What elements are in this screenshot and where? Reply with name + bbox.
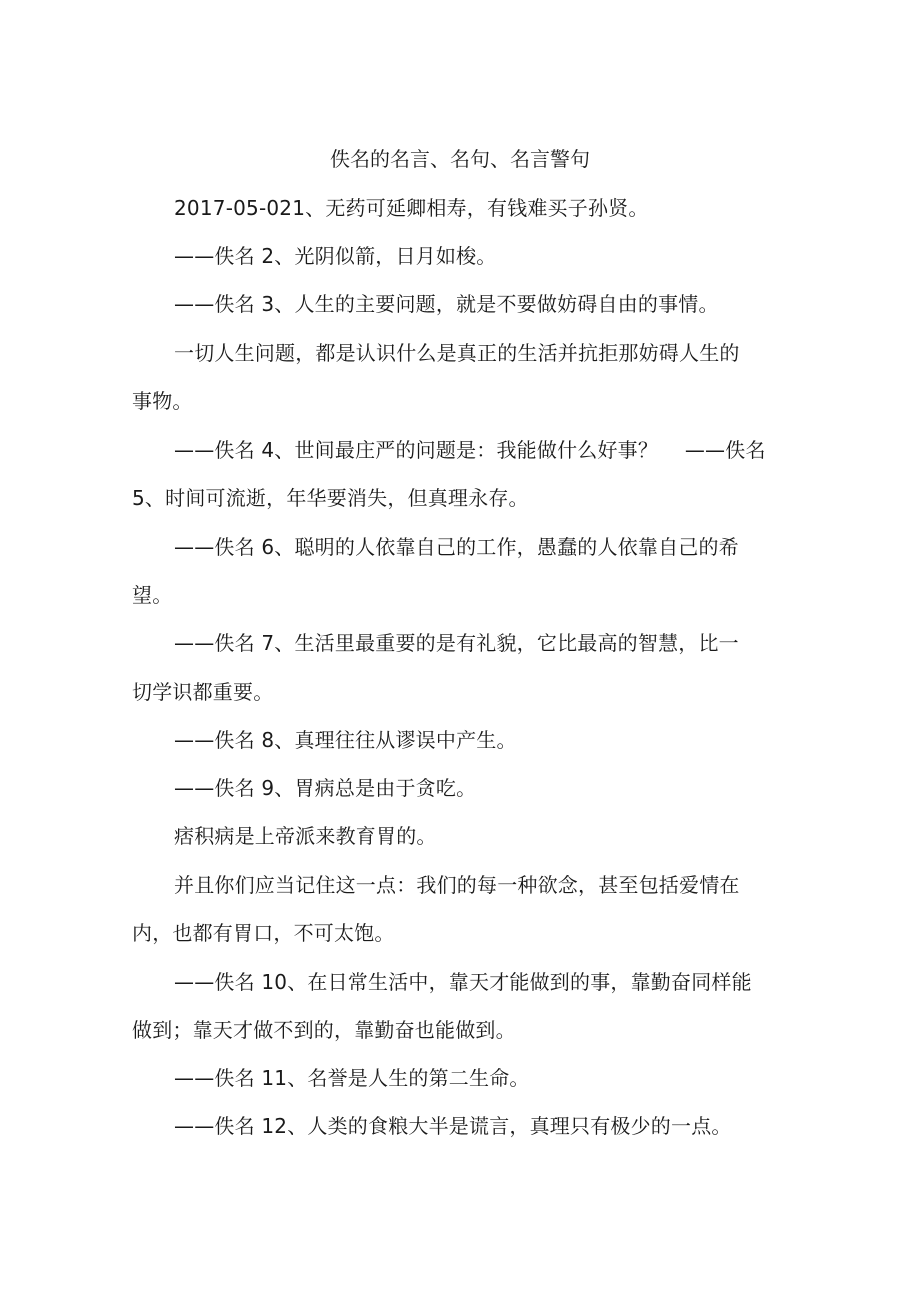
text-line: 望。 (132, 583, 173, 607)
text-line: 并且你们应当记住这一点：我们的每一种欲念，甚至包括爱情在 (174, 873, 740, 897)
text-line: ——佚名 9、胃病总是由于贪吃。 (174, 776, 477, 800)
text-line: ——佚名 11、名誉是人生的第二生命。 (174, 1066, 530, 1090)
text-line: ——佚名 4、世间最庄严的问题是：我能做什么好事？ ——佚名 (174, 438, 766, 462)
text-line: ——佚名 6、聪明的人依靠自己的工作，愚蠢的人依靠自己的希 (174, 535, 739, 559)
text-line: 切学识都重要。 (132, 680, 274, 704)
text-line: ——佚名 3、人生的主要问题，就是不要做妨碍自由的事情。 (174, 292, 719, 316)
text-line: 痞积病是上帝派来教育胃的。 (174, 824, 437, 848)
text-line: 一切人生问题，都是认识什么是真正的生活并抗拒那妨碍人生的 (174, 341, 740, 365)
text-line: ——佚名 8、真理往往从谬误中产生。 (174, 728, 517, 752)
text-line: ——佚名 2、光阴似箭，日月如梭。 (174, 244, 497, 268)
text-line: 事物。 (132, 389, 193, 413)
text-line: ——佚名 7、生活里最重要的是有礼貌，它比最高的智慧，比一 (174, 631, 739, 655)
text-line: ——佚名 12、人类的食粮大半是谎言，真理只有极少的一点。 (174, 1114, 732, 1138)
text-line: 做到；靠天才做不到的，靠勤奋也能做到。 (132, 1018, 516, 1042)
text-line: 2017-05-021、无药可延卿相寿，有钱难买子孙贤。 (174, 196, 649, 220)
document-title: 佚名的名言、名句、名言警句 (330, 147, 590, 171)
text-line: 5、时间可流逝，年华要消失，但真理永存。 (132, 486, 529, 510)
text-line: 内，也都有胃口，不可太饱。 (132, 921, 395, 945)
text-line: ——佚名 10、在日常生活中，靠天才能做到的事，靠勤奋同样能 (174, 970, 752, 994)
